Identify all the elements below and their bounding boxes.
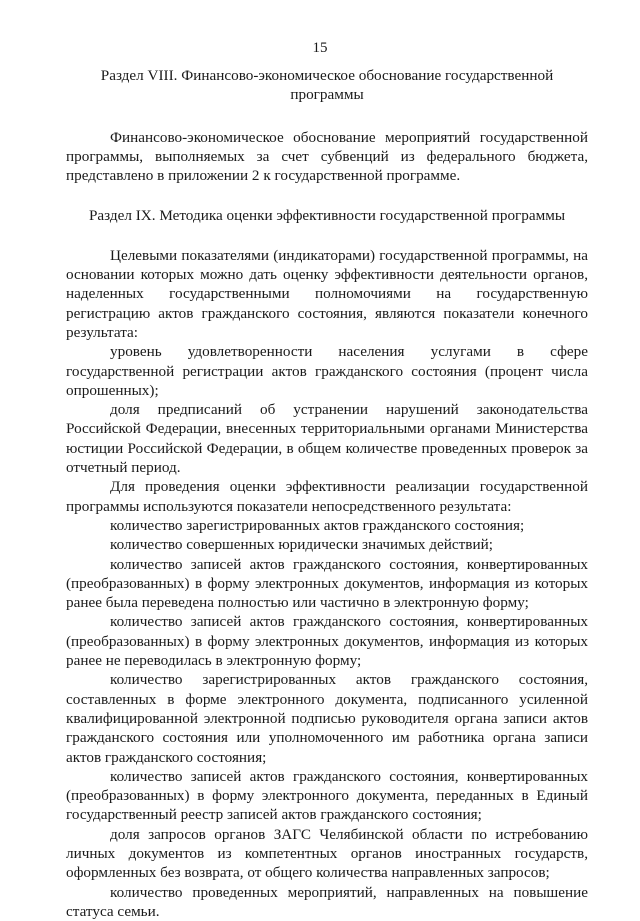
- section-9-paragraph: количество записей актов гражданского состояния, конвертированных (преобразованных) в форму электронных документов, информация из которых ранее не переводилась в электронную форму;: [66, 613, 588, 670]
- section-9-paragraph: количество зарегистрированных актов гражданского состояния, составленных в форме электронного документа, подписанного усиленной квалифицированной электронной подписью руководителя органа записи актов гражданского состояния или уполномоченного им работника органа записи актов гражданского состояния;: [66, 671, 588, 766]
- section-9-paragraph: доля предписаний об устранении нарушений законодательства Российской Федерации, внесенных территориальными органами Министерства юстиции Российской Федерации, в общем количестве проведенных проверок за отчетный период.: [66, 401, 588, 477]
- section-9-paragraph: Для проведения оценки эффективности реализации государственной программы используются показатели непосредственного результата:: [66, 478, 588, 515]
- page-content: [66, 60, 588, 921]
- section-9-paragraph: количество записей актов гражданского состояния, конвертированных (преобразованных) в форму электронного документа, переданных в Единый государственный реестр записей актов гражданского состояния;: [66, 767, 588, 824]
- section-9-paragraph: количество зарегистрированных актов гражданского состояния;: [110, 516, 525, 534]
- section-9-paragraph: уровень удовлетворенности населения услугами в сфере государственной регистрации актов гражданского состояния (процент числа опрошенных);: [66, 343, 588, 399]
- section-9-paragraph: количество проведенных мероприятий, направленных на повышение статуса семьи.: [66, 883, 588, 920]
- section-9-paragraph: количество совершенных юридически значимых действий;: [110, 536, 493, 554]
- section-9-heading: Раздел IX. Методика оценки эффективности государственной программы: [88, 207, 566, 225]
- section-9-paragraph: Целевыми показателями (индикаторами) государственной программы, на основании которых можно дать оценку эффективности деятельности органов, наделенных государственными полномочиями на государственную регистрацию актов гражданского состояния, являются показатели конечного результата:: [66, 246, 588, 341]
- page-number: 15: [312, 40, 328, 56]
- section-8-heading: Раздел VIII. Финансово-экономическое обоснование государственной программы: [100, 67, 554, 104]
- section-9-paragraph: количество записей актов гражданского состояния, конвертированных (преобразованных) в форму электронных документов, информация из которых ранее была переведена полностью или частично в электронную форму;: [66, 555, 588, 612]
- section-8-paragraph: Финансово-экономическое обоснование мероприятий государственной программы, выполняемых за счет субвенций из федерального бюджета, представлено в приложении 2 к государственной программе.: [66, 128, 588, 185]
- section-9-paragraph: доля запросов органов ЗАГС Челябинской области по истребованию личных документов из компетентных органов иностранных государств, оформленных без возврата, от общего количества направленных запросов;: [66, 825, 588, 882]
